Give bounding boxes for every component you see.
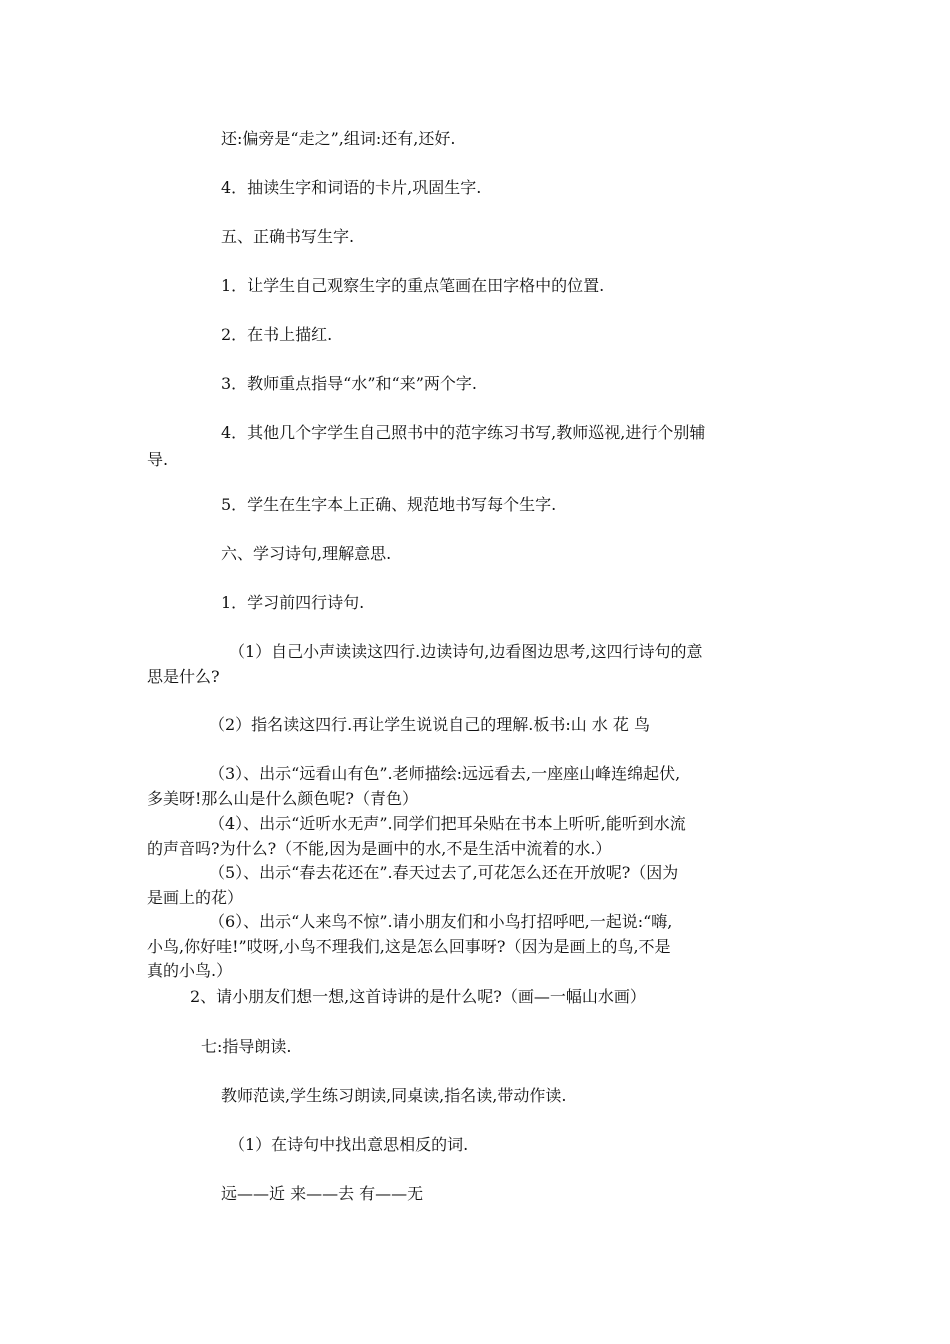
text-line: 思是什么? — [147, 667, 220, 686]
text-line: 导. — [147, 450, 169, 469]
text-line: 5．学生在生字本上正确、规范地书写每个生字. — [221, 495, 557, 514]
text-line: 是画上的花） — [147, 888, 244, 907]
text-line: （5）、出示“春去花还在”.春天过去了,可花怎么还在开放呢?（因为 — [209, 863, 679, 882]
text-line: 2．在书上描红. — [221, 325, 333, 344]
text-line: （6）、出示“人来鸟不惊”.请小朋友们和小鸟打招呼吧,一起说:“嗨, — [209, 912, 673, 931]
text-line: （4）、出示“近听水无声”.同学们把耳朵贴在书本上听听,能听到水流 — [209, 814, 686, 833]
text-line: （1）自己小声读读这四行.边读诗句,边看图边思考,这四行诗句的意 — [229, 642, 703, 661]
text-line: 远——近 来——去 有——无 — [221, 1184, 424, 1203]
text-line: （2）指名读这四行.再让学生说说自己的理解.板书:山 水 花 鸟 — [209, 715, 651, 734]
text-line: （1）在诗句中找出意思相反的词. — [229, 1135, 469, 1154]
section-heading: 七:指导朗读. — [201, 1037, 292, 1056]
text-line: 4．抽读生字和词语的卡片,巩固生字. — [221, 178, 482, 197]
text-line: 1．学习前四行诗句. — [221, 593, 365, 612]
text-line: 教师范读,学生练习朗读,同桌读,指名读,带动作读. — [221, 1086, 567, 1105]
section-heading: 五、正确书写生字. — [221, 227, 355, 246]
text-line: 3．教师重点指导“水”和“来”两个字. — [221, 374, 477, 393]
text-line: 小鸟,你好哇!”哎呀,小鸟不理我们,这是怎么回事呀?（因为是画上的鸟,不是 — [147, 937, 671, 956]
text-line: 真的小鸟.） — [147, 961, 233, 980]
text-line: 的声音吗?为什么?（不能,因为是画中的水,不是生活中流着的水.） — [147, 839, 612, 858]
text-line: 2、请小朋友们想一想,这首诗讲的是什么呢?（画—一幅山水画） — [190, 987, 646, 1006]
text-line: 多美呀!那么山是什么颜色呢?（青色） — [147, 789, 419, 808]
text-line: 4．其他几个字学生自己照书中的范字练习书写,教师巡视,进行个别辅 — [221, 423, 706, 442]
text-line: 1．让学生自己观察生字的重点笔画在田字格中的位置. — [221, 276, 605, 295]
text-line: （3）、出示“远看山有色”.老师描绘:远远看去,一座座山峰连绵起伏, — [209, 764, 681, 783]
section-heading: 六、学习诗句,理解意思. — [221, 544, 392, 563]
text-line: 还:偏旁是“走之”,组词:还有,还好. — [221, 129, 456, 148]
